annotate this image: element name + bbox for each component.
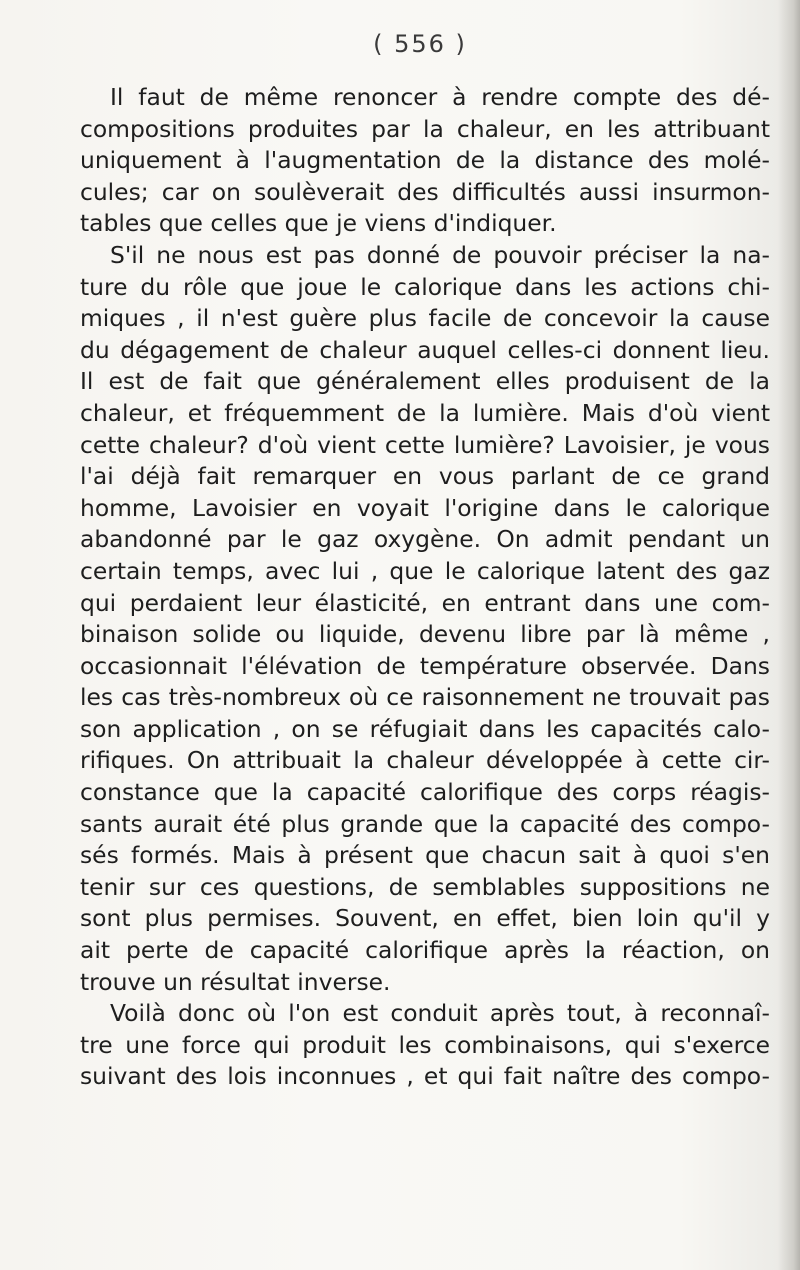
text-line: cette chaleur? d'où vient cette lumière? Lavoisier, je vous xyxy=(80,430,770,459)
text-line: miques , il n'est guère plus facile de concevoir la cause xyxy=(80,304,770,333)
text-line: Il est de fait que généralement elles produisent de la xyxy=(80,367,770,396)
text-line: Voilà donc où l'on est conduit après tout, à reconnaî- xyxy=(110,999,770,1028)
page-number: ( 556 ) xyxy=(373,30,467,58)
text-line: constance que la capacité calorifique des corps réagis- xyxy=(80,778,770,807)
text-line: chaleur, et fréquemment de la lumière. Mais d'où vient xyxy=(80,398,770,427)
text-line: suivant des lois inconnues , et qui fait naître des compo- xyxy=(80,1062,770,1091)
text-line: abandonné par le gaz oxygène. On admit pendant un xyxy=(80,525,770,554)
text-line: tables que celles que je viens d'indiquer. xyxy=(80,209,557,238)
text-line: compositions produites par la chaleur, en les attribuant xyxy=(80,114,770,143)
page-edge-shadow xyxy=(778,0,800,1270)
text-line: ture du rôle que joue le calorique dans les actions chi- xyxy=(80,272,770,301)
text-line: son application , on se réfugiait dans les capacités calo- xyxy=(80,714,770,743)
text-line: ait perte de capacité calorifique après la réaction, on xyxy=(80,936,770,965)
body-text xyxy=(80,82,770,1093)
text-line: certain temps, avec lui , que le calorique latent des gaz xyxy=(80,556,770,585)
text-line: occasionnait l'élévation de température observée. Dans xyxy=(80,651,770,680)
text-line: sants aurait été plus grande que la capacité des compo- xyxy=(80,809,770,838)
text-line: Il faut de même renoncer à rendre compte des dé- xyxy=(110,83,770,111)
text-line: sés formés. Mais à présent que chacun sait à quoi s'en xyxy=(80,841,770,870)
text-line: l'ai déjà fait remarquer en vous parlant de ce grand xyxy=(80,462,770,491)
text-line: les cas très-nombreux où ce raisonnement ne trouvait pas xyxy=(80,683,770,712)
text-line: tre une force qui produit les combinaisons, qui s'exerce xyxy=(80,1030,770,1059)
text-line: homme, Lavoisier en voyait l'origine dans le calorique xyxy=(80,493,770,522)
text-line: S'il ne nous est pas donné de pouvoir préciser la na- xyxy=(110,240,770,269)
text-line: trouve un résultat inverse. xyxy=(80,967,391,996)
text-line: qui perdaient leur élasticité, en entrant dans une com- xyxy=(80,588,770,617)
text-line: uniquement à l'augmentation de la distance des molé- xyxy=(80,146,770,175)
text-line: cules; car on soulèverait des difficultés aussi insurmon- xyxy=(80,177,770,206)
text-line: rifiques. On attribuait la chaleur développée à cette cir- xyxy=(80,746,770,775)
text-line: sont plus permises. Souvent, en effet, bien loin qu'il y xyxy=(80,904,770,933)
text-line: binaison solide ou liquide, devenu libre par là même , xyxy=(80,620,770,649)
text-line: tenir sur ces questions, de semblables suppositions ne xyxy=(80,872,770,901)
text-line: du dégagement de chaleur auquel celles-ci donnent lieu. xyxy=(80,335,770,364)
